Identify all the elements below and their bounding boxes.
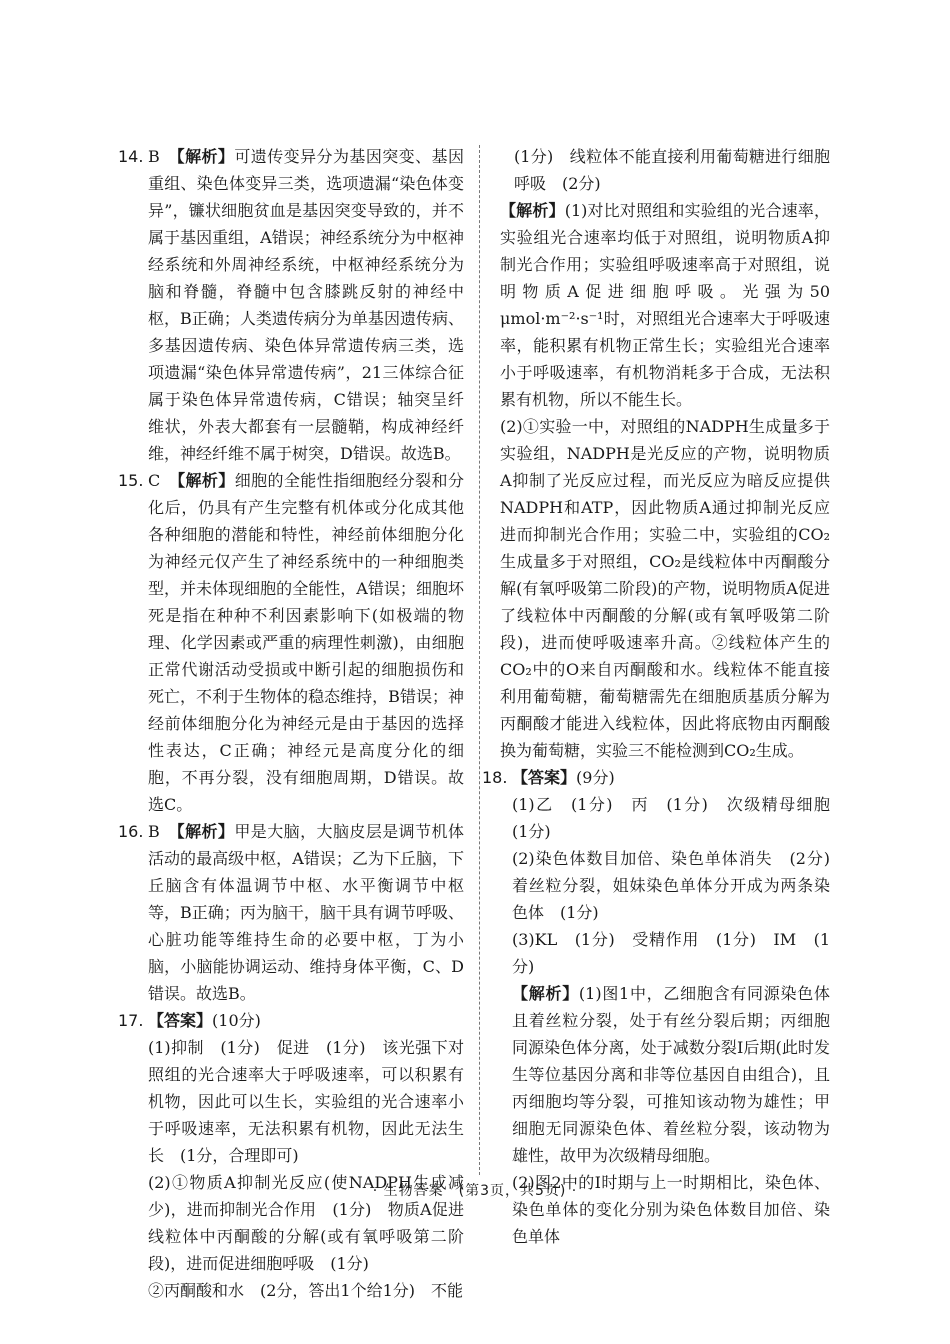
- analysis-tag: 【解析】: [176, 147, 235, 166]
- analysis-2: (2)图2中的Ⅰ时期与上一时期相比，染色体、染色单体的变化分别为染色体数目加倍、染色单体: [512, 1173, 830, 1246]
- question-16: [118, 818, 464, 1007]
- right-column: [482, 143, 847, 1250]
- answer-choice: B: [148, 147, 160, 166]
- question-14: [118, 143, 464, 467]
- question-number: 17.: [118, 1011, 144, 1030]
- answer-part-2: (2)染色体数目加倍、染色单体消失 (2分) 着丝粒分裂，姐妹染色单体分开成为两条染色体 (1分): [512, 849, 847, 922]
- question-number: 15.: [118, 471, 144, 490]
- analysis-text: (1)图1中，乙细胞含有同源染色体且着丝粒分裂，处于有丝分裂后期；丙细胞同源染色体分离，处于减数分裂Ⅰ后期(此时发生等位基因分离和非等位基因自由组合)，且丙细胞均等分裂，可推知该动物为雄性；甲细胞无同源染色体、着丝粒分裂，该动物为雄性，故甲为次级精母细胞。: [512, 984, 830, 1165]
- answer-part-1: (1)乙 (1分) 丙 (1分) 次级精母细胞 (1分): [512, 795, 847, 841]
- column-divider: [479, 145, 480, 1175]
- answer-part-3: (3)KL (1分) 受精作用 (1分) IM (1分): [512, 930, 830, 976]
- left-column: [118, 143, 464, 1304]
- analysis-tag: 【解析】: [176, 822, 235, 841]
- analysis-1: [500, 197, 830, 413]
- analysis-text: (1)对比对照组和实验组的光合速率，实验组光合速率均低于对照组，说明物质A抑制光合作用；实验组呼吸速率高于对照组，说明物质A促进细胞呼吸。光强为50 μmol·m⁻²·s⁻¹时，对照组光合速率大于呼吸速率，能积累有机物正常生长；实验组光合速率小于呼吸速率，有机物消耗多于合成，无法积累有机物，所以不能生长。: [500, 201, 830, 409]
- question-18: [482, 764, 847, 1250]
- score: (9分): [576, 768, 615, 787]
- answer-part-1: (1)抑制 (1分) 促进 (1分) 该光强下对照组的光合速率大于呼吸速率，可以积累有机物，因此可以生长，实验组的光合速率小于呼吸速率，无法积累有机物，因此无法生长 (1分，合理即可): [148, 1038, 464, 1165]
- question-number: 16.: [118, 822, 144, 841]
- analysis-text: 可遗传变异分为基因突变、基因重组、染色体变异三类，选项遗漏“染色体变异”，镰状细胞贫血是基因突变导致的，并不属于基因重组，A错误；神经系统分为中枢神经系统和外周神经系统，中枢神经系统分为脑和脊髓，脊髓中包含膝跳反射的神经中枢，B正确；人类遗传病分为单基因遗传病、多基因遗传病、染色体异常遗传病三类，选项遗漏“染色体异常遗传病”，21三体综合征属于染色体异常遗传病，C错误；轴突呈纤维状，外表大都套有一层髓鞘，构成神经纤维，神经纤维不属于树突，D错误。故选B。: [148, 147, 464, 463]
- analysis-tag: 【解析】: [512, 984, 579, 1003]
- answer-choice: C: [148, 471, 161, 490]
- answer-choice: B: [148, 822, 160, 841]
- analysis-text: 细胞的全能性指细胞经分裂和分化后，仍具有产生完整有机体或分化成其他各种细胞的潜能和特性，神经前体细胞分化为神经元仅产生了神经系统中的一种细胞类型，并未体现细胞的全能性，A错误；细胞坏死是指在种种不利因素影响下(如极端的物理、化学因素或严重的病理性刺激)，由细胞正常代谢活动受损或中断引起的细胞损伤和死亡，不利于生物体的稳态维持，B错误；神经前体细胞分化为神经元是由于基因的选择性表达，C正确；神经元是高度分化的细胞，不再分裂，没有细胞周期，D错误。故选C。: [148, 471, 464, 814]
- answer-part-3: ②丙酮酸和水 (2分，答出1个给1分) 不能: [148, 1281, 464, 1300]
- analysis-2: (2)①实验一中，对照组的NADPH生成量多于实验组，NADPH是光反应的产物，说明物质A抑制了光反应过程，而光反应为暗反应提供NADPH和ATP，因此物质A通过抑制光反应进而抑制光合作用；实验二中，实验组的CO₂生成量多于对照组，CO₂是线粒体中丙酮酸分解(有氧呼吸第二阶段)的产物，说明物质A促进了线粒体中丙酮酸的分解(或有氧呼吸第二阶段)，进而使呼吸速率升高。②线粒体产生的CO₂中的O来自丙酮酸和水。线粒体不能直接利用葡萄糖，葡萄糖需先在细胞质基质分解为丙酮酸才能进入线粒体，因此将底物由丙酮酸换为葡萄糖，实验三不能检测到CO₂生成。: [500, 417, 830, 760]
- question-15: [118, 467, 464, 818]
- answer-tag: 【答案】: [148, 1011, 213, 1030]
- answer-part-2: (2)①物质A抑制光反应(使NADPH生成减少)，进而抑制光合作用 (1分) 物质A促进线粒体中丙酮酸的分解(或有氧呼吸第二阶段)，进而促进细胞呼吸 (1分): [148, 1173, 464, 1273]
- question-17-continued: [500, 143, 830, 764]
- analysis-text: 甲是大脑，大脑皮层是调节机体活动的最高级中枢，A错误；乙为下丘脑，下丘脑含有体温调节中枢、水平衡调节中枢等，B正确；丙为脑干，脑干具有调节呼吸、心脏功能等维持生命的必要中枢，丁为小脑，小脑能协调运动、维持身体平衡，C、D错误。故选B。: [148, 822, 464, 1003]
- score: (10分): [212, 1011, 261, 1030]
- answer-header: [482, 764, 830, 791]
- analysis-tag: 【解析】: [177, 471, 235, 490]
- question-number: 18.: [482, 768, 508, 787]
- analysis-tag: 【解析】: [500, 201, 565, 220]
- question-17: [118, 1007, 464, 1304]
- question-number: 14.: [118, 147, 144, 166]
- analysis-1: [512, 980, 830, 1169]
- answer-part-3-cont: (1分) 线粒体不能直接利用葡萄糖进行细胞呼吸 (2分): [514, 147, 830, 193]
- answer-tag: 【答案】: [512, 768, 577, 787]
- answer-header: [118, 1007, 464, 1034]
- page-footer: · 生物答案 (第3页，共5页) ·: [372, 1183, 578, 1199]
